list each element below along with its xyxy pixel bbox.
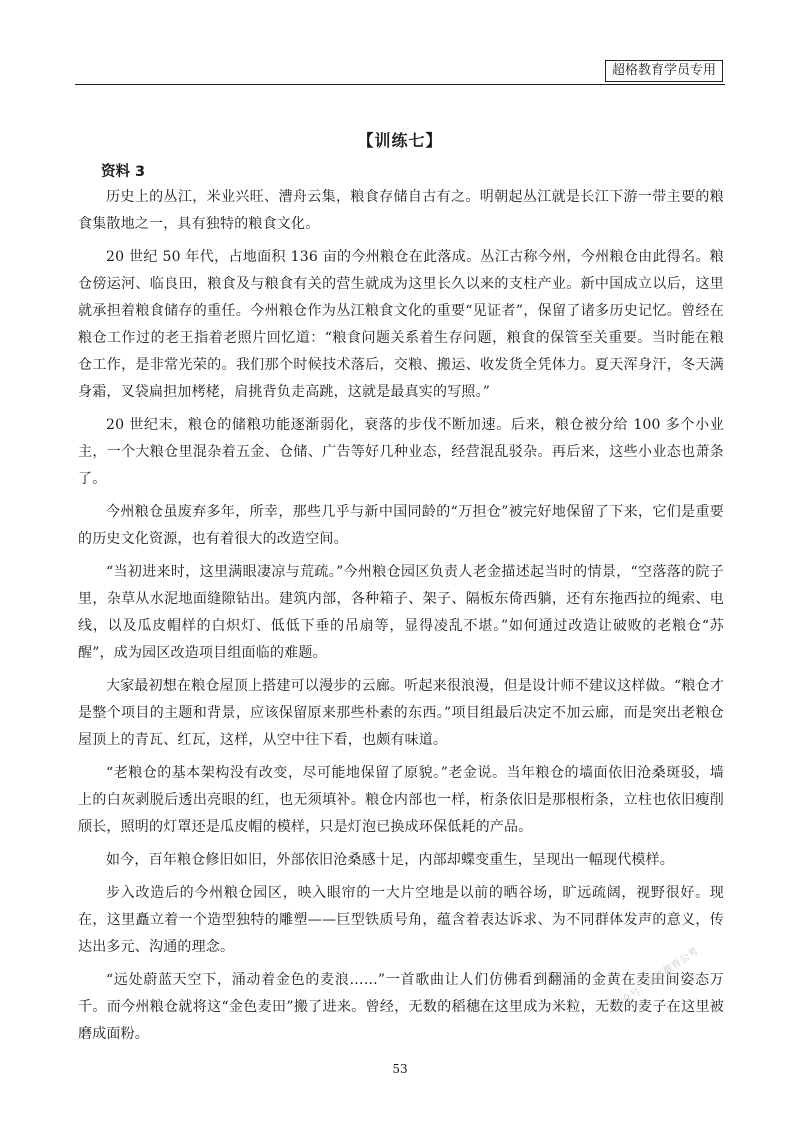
paragraph: “当初进来时，这里满眼凄凉与荒疏。”今州粮仓园区负责人老金描述起当时的情景，“空落落的院子里，杂草从水泥地面缝隙钻出。建筑内部，各种箱子、架子、隔板东倚西躺，还有东拖西拉的绳索、电线，以及瓜皮帽样的白炽灯、低低下垂的吊扇等，显得凌乱不堪。”如何通过改造让破败的老粮仓“苏醒”，成为园区改造项目组面临的难题。: [78, 564, 724, 661]
paragraph: 步入改造后的今州粮仓园区，映入眼帘的一大片空地是以前的晒谷场，旷远疏阔，视野很好。现在，这里矗立着一个造型独特的雕塑——巨型铁质号角，蕴含着表达诉求、为不同群体发声的意义，传达出多元、沟通的理念。: [78, 885, 724, 955]
paragraph: “远处蔚蓝天空下，涌动着金色的麦浪……”一首歌曲让人们仿佛看到翻涌的金黄在麦田间姿态万千。而今州粮仓就将这“金色麦田”搬了进来。曾经，无数的稻穗在这里成为米粒，无数的麦子在这里被磨成面粉。: [78, 972, 724, 1042]
watermark: 公众号：超格教育公考: [612, 945, 701, 1013]
section-title: 【训练七】: [357, 131, 443, 150]
header-brand-label: 超格教育学员专用: [605, 60, 723, 82]
paragraph: 历史上的丛江，米业兴旺、漕舟云集，粮食存储自古有之。明朝起丛江就是长江下游一带主要的粮食集散地之一，具有独特的粮食文化。: [78, 189, 724, 232]
paragraph: 20 世纪 50 年代，占地面积 136 亩的今州粮仓在此落成。丛江古称今州，今州粮仓由此得名。粮仓傍运河、临良田，粮食及与粮食有关的营生就成为这里长久以来的支柱产业。新中国成立以后，这里就承担着粮食储存的重任。今州粮仓作为丛江粮食文化的重要“见证者”，保留了诸多历史记忆。曾经在粮仓工作过的老王指着老照片回忆道：“粮食问题关系着生存问题，粮食的保管至关重要。当时能在粮仓工作，是非常光荣的。我们那个时候技术落后，交粮、搬运、收发货全凭体力。夏天浑身汗，冬天满身霜，叉袋扁担加栲栳，肩挑背负走高跳，这就是最真实的写照。”: [78, 249, 724, 400]
header-rule: [75, 84, 725, 85]
document-body: [78, 184, 724, 1054]
paragraph: 如今，百年粮仓修旧如旧，外部依旧沧桑感十足，内部却蝶变重生，呈现出一幅现代模样。: [106, 852, 674, 868]
paragraph: 今州粮仓虽废弃多年，所幸，那些几乎与新中国同龄的“万担仓”被完好地保留了下来，它们是重要的历史文化资源，也有着很大的改造空间。: [78, 504, 724, 547]
paragraph: 大家最初想在粮仓屋顶上搭建可以漫步的云廊。听起来很浪漫，但是设计师不建议这样做。“粮仓才是整个项目的主题和背景，应该保留原来那些朴素的东西。”项目组最后决定不加云廊，而是突出老粮仓屋顶上的青瓦、红瓦，这样，从空中往下看，也颇有味道。: [78, 678, 724, 748]
material-label: 资料 3: [101, 164, 146, 180]
paragraph: “老粮仓的基本架构没有改变，尽可能地保留了原貌。”老金说。当年粮仓的墙面依旧沧桑斑驳，墙上的白灰剥脱后透出亮眼的红，也无须填补。粮仓内部也一样，桁条依旧是那根桁条，立柱也依旧瘦削颀长，照明的灯罩还是瓜皮帽的模样，只是灯泡已换成环保低耗的产品。: [78, 765, 724, 835]
page-number: 53: [392, 1062, 408, 1076]
paragraph: 20 世纪末，粮仓的储粮功能逐渐弱化，衰落的步伐不断加速。后来，粮仓被分给 100 多个小业主，一个大粮仓里混杂着五金、仓储、广告等好几种业态，经营混乱驳杂。再后来，这些小业态也萧条了。: [78, 417, 724, 487]
